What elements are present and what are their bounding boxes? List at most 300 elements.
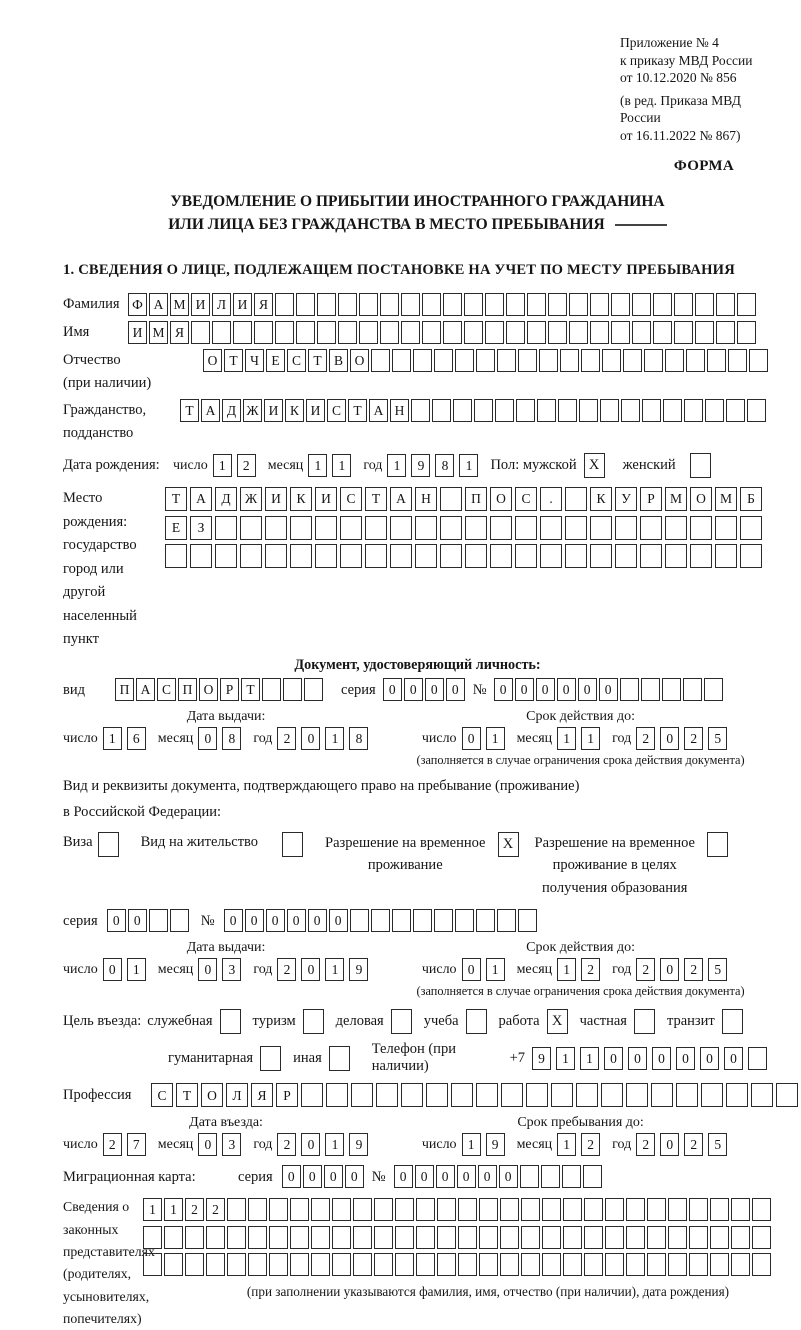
char-cell[interactable]	[626, 1083, 648, 1107]
char-cell[interactable]: 1	[557, 1133, 576, 1156]
char-cell[interactable]	[371, 349, 390, 372]
char-cell[interactable]	[590, 516, 612, 540]
char-cell[interactable]: П	[465, 487, 487, 511]
char-cell[interactable]: 8	[349, 727, 368, 750]
char-cell[interactable]	[581, 349, 600, 372]
char-cell[interactable]: 1	[143, 1198, 162, 1221]
char-cell[interactable]: О	[203, 349, 222, 372]
char-cell[interactable]	[521, 1226, 540, 1249]
char-cell[interactable]: А	[149, 293, 168, 316]
char-cell[interactable]: 0	[604, 1047, 623, 1070]
char-cell[interactable]	[212, 321, 231, 344]
char-cell[interactable]	[215, 516, 237, 540]
char-cell[interactable]: А	[390, 487, 412, 511]
char-cell[interactable]	[569, 321, 588, 344]
char-cell[interactable]	[265, 544, 287, 568]
char-cell[interactable]: М	[170, 293, 189, 316]
char-cell[interactable]	[737, 293, 756, 316]
char-cell[interactable]	[332, 1253, 351, 1276]
char-cell[interactable]: 2	[636, 727, 655, 750]
char-cell[interactable]: 8	[222, 727, 241, 750]
char-cell[interactable]: 1	[325, 1133, 344, 1156]
char-cell[interactable]	[689, 1253, 708, 1276]
char-cell[interactable]: 0	[404, 678, 423, 701]
purpose-official-checkbox[interactable]	[220, 1009, 241, 1034]
char-cell[interactable]	[740, 544, 762, 568]
char-cell[interactable]	[705, 399, 724, 422]
char-cell[interactable]	[668, 1253, 687, 1276]
char-cell[interactable]	[206, 1253, 225, 1276]
char-cell[interactable]: 1	[580, 1047, 599, 1070]
char-cell[interactable]	[728, 349, 747, 372]
char-cell[interactable]: 0	[457, 1165, 476, 1188]
char-cell[interactable]	[776, 1083, 798, 1107]
char-cell[interactable]	[501, 1083, 523, 1107]
char-cell[interactable]	[668, 1198, 687, 1221]
char-cell[interactable]	[684, 399, 703, 422]
char-cell[interactable]: Р	[640, 487, 662, 511]
char-cell[interactable]	[317, 321, 336, 344]
char-cell[interactable]	[690, 516, 712, 540]
char-cell[interactable]	[527, 321, 546, 344]
char-cell[interactable]: 0	[499, 1165, 518, 1188]
char-cell[interactable]	[464, 321, 483, 344]
char-cell[interactable]: 0	[301, 727, 320, 750]
char-cell[interactable]: 6	[127, 727, 146, 750]
char-cell[interactable]: 1	[325, 958, 344, 981]
char-cell[interactable]	[539, 349, 558, 372]
char-cell[interactable]	[290, 1226, 309, 1249]
char-cell[interactable]	[338, 321, 357, 344]
char-cell[interactable]: М	[715, 487, 737, 511]
char-cell[interactable]: У	[615, 487, 637, 511]
char-cell[interactable]	[647, 1253, 666, 1276]
char-cell[interactable]	[353, 1253, 372, 1276]
char-cell[interactable]: 2	[684, 727, 703, 750]
char-cell[interactable]: А	[369, 399, 388, 422]
char-cell[interactable]: 2	[636, 1133, 655, 1156]
char-cell[interactable]	[413, 349, 432, 372]
char-cell[interactable]: 8	[435, 454, 454, 477]
char-cell[interactable]	[440, 487, 462, 511]
char-cell[interactable]: 5	[708, 958, 727, 981]
char-cell[interactable]	[317, 293, 336, 316]
char-cell[interactable]	[437, 1253, 456, 1276]
char-cell[interactable]: 0	[494, 678, 513, 701]
char-cell[interactable]	[440, 544, 462, 568]
char-cell[interactable]: И	[265, 487, 287, 511]
char-cell[interactable]: 0	[628, 1047, 647, 1070]
char-cell[interactable]	[165, 544, 187, 568]
char-cell[interactable]	[704, 678, 723, 701]
char-cell[interactable]	[665, 349, 684, 372]
char-cell[interactable]	[304, 678, 323, 701]
purpose-tourism-checkbox[interactable]	[303, 1009, 324, 1034]
char-cell[interactable]: В	[329, 349, 348, 372]
char-cell[interactable]	[311, 1198, 330, 1221]
char-cell[interactable]: 1	[486, 958, 505, 981]
char-cell[interactable]	[716, 321, 735, 344]
char-cell[interactable]	[437, 1226, 456, 1249]
char-cell[interactable]	[642, 399, 661, 422]
char-cell[interactable]	[451, 1083, 473, 1107]
char-cell[interactable]	[376, 1083, 398, 1107]
char-cell[interactable]	[583, 1165, 602, 1188]
char-cell[interactable]: Е	[266, 349, 285, 372]
char-cell[interactable]: 0	[308, 909, 327, 932]
char-cell[interactable]: 3	[222, 958, 241, 981]
char-cell[interactable]	[620, 678, 639, 701]
char-cell[interactable]	[626, 1226, 645, 1249]
char-cell[interactable]	[500, 1198, 519, 1221]
char-cell[interactable]	[626, 1198, 645, 1221]
char-cell[interactable]	[434, 349, 453, 372]
char-cell[interactable]: 2	[684, 958, 703, 981]
char-cell[interactable]	[752, 1226, 771, 1249]
char-cell[interactable]: 0	[394, 1165, 413, 1188]
char-cell[interactable]: 0	[245, 909, 264, 932]
char-cell[interactable]	[262, 678, 281, 701]
char-cell[interactable]: 1	[308, 454, 327, 477]
char-cell[interactable]	[665, 544, 687, 568]
char-cell[interactable]: 0	[383, 678, 402, 701]
char-cell[interactable]	[515, 516, 537, 540]
char-cell[interactable]: 2	[206, 1198, 225, 1221]
char-cell[interactable]	[365, 544, 387, 568]
char-cell[interactable]	[227, 1198, 246, 1221]
char-cell[interactable]	[506, 293, 525, 316]
char-cell[interactable]	[326, 1083, 348, 1107]
char-cell[interactable]	[311, 1226, 330, 1249]
char-cell[interactable]	[542, 1226, 561, 1249]
char-cell[interactable]: Т	[176, 1083, 198, 1107]
char-cell[interactable]	[707, 349, 726, 372]
char-cell[interactable]	[248, 1253, 267, 1276]
char-cell[interactable]: Ж	[243, 399, 262, 422]
purpose-other-checkbox[interactable]	[329, 1046, 350, 1071]
char-cell[interactable]	[632, 293, 651, 316]
char-cell[interactable]: 2	[277, 1133, 296, 1156]
char-cell[interactable]	[518, 349, 537, 372]
char-cell[interactable]	[351, 1083, 373, 1107]
char-cell[interactable]	[689, 1226, 708, 1249]
char-cell[interactable]: Д	[215, 487, 237, 511]
char-cell[interactable]: 0	[107, 909, 126, 932]
char-cell[interactable]: 0	[198, 727, 217, 750]
char-cell[interactable]: С	[287, 349, 306, 372]
char-cell[interactable]: Д	[222, 399, 241, 422]
char-cell[interactable]	[540, 544, 562, 568]
char-cell[interactable]	[401, 321, 420, 344]
char-cell[interactable]: О	[201, 1083, 223, 1107]
char-cell[interactable]	[311, 1253, 330, 1276]
char-cell[interactable]: А	[190, 487, 212, 511]
char-cell[interactable]: Ч	[245, 349, 264, 372]
char-cell[interactable]	[490, 516, 512, 540]
edu-residence-checkbox[interactable]	[707, 832, 728, 857]
char-cell[interactable]	[640, 544, 662, 568]
char-cell[interactable]: И	[128, 321, 147, 344]
char-cell[interactable]: 2	[684, 1133, 703, 1156]
char-cell[interactable]	[401, 1083, 423, 1107]
char-cell[interactable]	[269, 1198, 288, 1221]
char-cell[interactable]	[350, 909, 369, 932]
char-cell[interactable]	[495, 399, 514, 422]
char-cell[interactable]: 5	[708, 727, 727, 750]
char-cell[interactable]	[563, 1253, 582, 1276]
char-cell[interactable]	[752, 1198, 771, 1221]
char-cell[interactable]	[710, 1226, 729, 1249]
char-cell[interactable]	[191, 321, 210, 344]
char-cell[interactable]: П	[115, 678, 134, 701]
char-cell[interactable]: К	[285, 399, 304, 422]
char-cell[interactable]: 0	[425, 678, 444, 701]
char-cell[interactable]	[651, 1083, 673, 1107]
char-cell[interactable]	[540, 516, 562, 540]
char-cell[interactable]	[726, 399, 745, 422]
char-cell[interactable]: 0	[462, 727, 481, 750]
char-cell[interactable]: 9	[486, 1133, 505, 1156]
char-cell[interactable]	[683, 678, 702, 701]
char-cell[interactable]: С	[151, 1083, 173, 1107]
char-cell[interactable]	[541, 1165, 560, 1188]
char-cell[interactable]	[416, 1198, 435, 1221]
char-cell[interactable]: 0	[478, 1165, 497, 1188]
purpose-private-checkbox[interactable]	[634, 1009, 655, 1034]
char-cell[interactable]	[380, 293, 399, 316]
char-cell[interactable]: 0	[578, 678, 597, 701]
char-cell[interactable]	[689, 1198, 708, 1221]
char-cell[interactable]	[371, 909, 390, 932]
char-cell[interactable]	[296, 321, 315, 344]
char-cell[interactable]	[215, 544, 237, 568]
char-cell[interactable]	[164, 1226, 183, 1249]
char-cell[interactable]	[440, 516, 462, 540]
char-cell[interactable]: К	[590, 487, 612, 511]
char-cell[interactable]: С	[157, 678, 176, 701]
char-cell[interactable]: 0	[303, 1165, 322, 1188]
char-cell[interactable]	[740, 516, 762, 540]
char-cell[interactable]: О	[199, 678, 218, 701]
char-cell[interactable]: Я	[251, 1083, 273, 1107]
char-cell[interactable]	[565, 544, 587, 568]
char-cell[interactable]: 0	[536, 678, 555, 701]
char-cell[interactable]: 1	[127, 958, 146, 981]
char-cell[interactable]: 2	[185, 1198, 204, 1221]
char-cell[interactable]: 0	[301, 1133, 320, 1156]
char-cell[interactable]: 0	[660, 727, 679, 750]
char-cell[interactable]	[476, 1083, 498, 1107]
char-cell[interactable]	[602, 349, 621, 372]
char-cell[interactable]	[290, 516, 312, 540]
char-cell[interactable]	[185, 1253, 204, 1276]
char-cell[interactable]	[315, 516, 337, 540]
char-cell[interactable]	[542, 1253, 561, 1276]
char-cell[interactable]	[695, 293, 714, 316]
char-cell[interactable]: Р	[276, 1083, 298, 1107]
char-cell[interactable]	[248, 1198, 267, 1221]
char-cell[interactable]	[551, 1083, 573, 1107]
char-cell[interactable]	[731, 1253, 750, 1276]
char-cell[interactable]	[227, 1253, 246, 1276]
char-cell[interactable]	[668, 1226, 687, 1249]
visa-checkbox[interactable]	[98, 832, 119, 857]
char-cell[interactable]	[275, 321, 294, 344]
char-cell[interactable]: 0	[266, 909, 285, 932]
char-cell[interactable]: 0	[557, 678, 576, 701]
char-cell[interactable]	[474, 399, 493, 422]
char-cell[interactable]: 0	[128, 909, 147, 932]
char-cell[interactable]: 0	[660, 958, 679, 981]
char-cell[interactable]	[434, 909, 453, 932]
char-cell[interactable]: Т	[308, 349, 327, 372]
char-cell[interactable]	[584, 1226, 603, 1249]
char-cell[interactable]	[497, 909, 516, 932]
char-cell[interactable]: 1	[325, 727, 344, 750]
char-cell[interactable]	[458, 1253, 477, 1276]
char-cell[interactable]: 0	[436, 1165, 455, 1188]
char-cell[interactable]	[240, 516, 262, 540]
char-cell[interactable]	[353, 1198, 372, 1221]
char-cell[interactable]: 0	[224, 909, 243, 932]
char-cell[interactable]	[710, 1198, 729, 1221]
char-cell[interactable]	[506, 321, 525, 344]
char-cell[interactable]	[515, 544, 537, 568]
char-cell[interactable]: 9	[411, 454, 430, 477]
char-cell[interactable]	[737, 321, 756, 344]
char-cell[interactable]	[560, 349, 579, 372]
char-cell[interactable]	[542, 1198, 561, 1221]
char-cell[interactable]	[479, 1253, 498, 1276]
char-cell[interactable]: Я	[254, 293, 273, 316]
char-cell[interactable]	[663, 399, 682, 422]
char-cell[interactable]	[653, 321, 672, 344]
sex-male-checkbox[interactable]: X	[584, 453, 605, 478]
char-cell[interactable]: 0	[198, 1133, 217, 1156]
char-cell[interactable]: С	[327, 399, 346, 422]
char-cell[interactable]	[558, 399, 577, 422]
char-cell[interactable]: Ж	[240, 487, 262, 511]
char-cell[interactable]	[170, 909, 189, 932]
char-cell[interactable]	[315, 544, 337, 568]
char-cell[interactable]	[590, 544, 612, 568]
char-cell[interactable]	[731, 1226, 750, 1249]
char-cell[interactable]	[476, 349, 495, 372]
char-cell[interactable]	[715, 544, 737, 568]
char-cell[interactable]	[751, 1083, 773, 1107]
char-cell[interactable]: 0	[301, 958, 320, 981]
char-cell[interactable]: 9	[349, 1133, 368, 1156]
char-cell[interactable]	[611, 321, 630, 344]
char-cell[interactable]	[526, 1083, 548, 1107]
char-cell[interactable]	[395, 1253, 414, 1276]
char-cell[interactable]: 3	[222, 1133, 241, 1156]
char-cell[interactable]: 1	[557, 727, 576, 750]
char-cell[interactable]	[380, 321, 399, 344]
char-cell[interactable]	[527, 293, 546, 316]
char-cell[interactable]	[485, 321, 504, 344]
purpose-transit-checkbox[interactable]	[722, 1009, 743, 1034]
char-cell[interactable]: Е	[165, 516, 187, 540]
char-cell[interactable]	[686, 349, 705, 372]
char-cell[interactable]: О	[690, 487, 712, 511]
char-cell[interactable]: 1	[462, 1133, 481, 1156]
char-cell[interactable]	[752, 1253, 771, 1276]
char-cell[interactable]	[143, 1253, 162, 1276]
char-cell[interactable]	[401, 293, 420, 316]
char-cell[interactable]	[164, 1253, 183, 1276]
char-cell[interactable]: М	[665, 487, 687, 511]
char-cell[interactable]	[340, 516, 362, 540]
char-cell[interactable]	[426, 1083, 448, 1107]
char-cell[interactable]	[615, 544, 637, 568]
char-cell[interactable]: 0	[700, 1047, 719, 1070]
char-cell[interactable]	[641, 678, 660, 701]
char-cell[interactable]: А	[201, 399, 220, 422]
char-cell[interactable]: Б	[740, 487, 762, 511]
char-cell[interactable]	[206, 1226, 225, 1249]
char-cell[interactable]	[716, 293, 735, 316]
char-cell[interactable]: 1	[332, 454, 351, 477]
char-cell[interactable]	[416, 1253, 435, 1276]
char-cell[interactable]	[748, 1047, 767, 1070]
char-cell[interactable]	[565, 487, 587, 511]
char-cell[interactable]: И	[191, 293, 210, 316]
char-cell[interactable]	[731, 1198, 750, 1221]
char-cell[interactable]: И	[233, 293, 252, 316]
char-cell[interactable]: Т	[348, 399, 367, 422]
char-cell[interactable]	[353, 1226, 372, 1249]
char-cell[interactable]	[662, 678, 681, 701]
char-cell[interactable]	[715, 516, 737, 540]
char-cell[interactable]	[458, 1198, 477, 1221]
char-cell[interactable]	[332, 1226, 351, 1249]
char-cell[interactable]	[579, 399, 598, 422]
char-cell[interactable]	[290, 1253, 309, 1276]
char-cell[interactable]: 0	[415, 1165, 434, 1188]
char-cell[interactable]: 0	[282, 1165, 301, 1188]
char-cell[interactable]: К	[290, 487, 312, 511]
char-cell[interactable]: О	[350, 349, 369, 372]
char-cell[interactable]	[464, 293, 483, 316]
char-cell[interactable]: И	[306, 399, 325, 422]
char-cell[interactable]	[479, 1198, 498, 1221]
char-cell[interactable]: 1	[459, 454, 478, 477]
char-cell[interactable]	[537, 399, 556, 422]
char-cell[interactable]	[275, 293, 294, 316]
char-cell[interactable]	[562, 1165, 581, 1188]
char-cell[interactable]	[415, 544, 437, 568]
char-cell[interactable]	[340, 544, 362, 568]
residence-permit-checkbox[interactable]	[282, 832, 303, 857]
char-cell[interactable]	[497, 349, 516, 372]
char-cell[interactable]: 2	[277, 958, 296, 981]
char-cell[interactable]: 2	[636, 958, 655, 981]
char-cell[interactable]	[374, 1226, 393, 1249]
sex-female-checkbox[interactable]	[690, 453, 711, 478]
purpose-humanitarian-checkbox[interactable]	[260, 1046, 281, 1071]
char-cell[interactable]	[443, 293, 462, 316]
char-cell[interactable]: 2	[237, 454, 256, 477]
char-cell[interactable]: 0	[287, 909, 306, 932]
char-cell[interactable]: С	[515, 487, 537, 511]
purpose-business-checkbox[interactable]	[391, 1009, 412, 1034]
char-cell[interactable]: 5	[708, 1133, 727, 1156]
char-cell[interactable]	[265, 516, 287, 540]
char-cell[interactable]	[647, 1226, 666, 1249]
char-cell[interactable]	[432, 399, 451, 422]
char-cell[interactable]	[565, 516, 587, 540]
